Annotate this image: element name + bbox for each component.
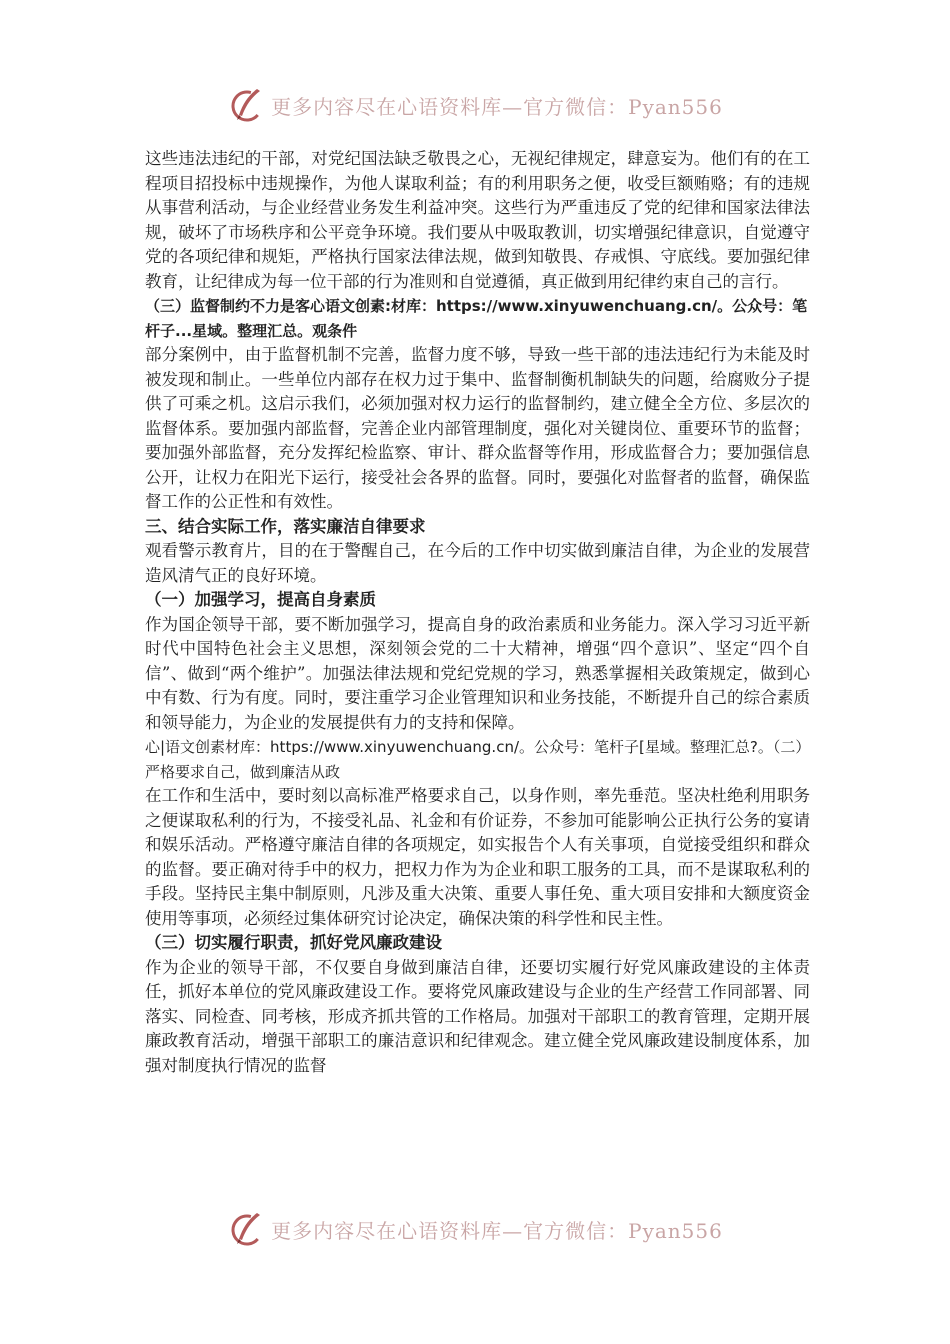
quill-logo-icon [227,1209,267,1249]
paragraph-3: 观看警示教育片，目的在于警醒自己，在今后的工作中切实做到廉洁自律，为企业的发展营造风清气正的良好环境。 [145,541,810,585]
header-banner [0,80,950,130]
document-body [145,147,810,1078]
chapter-heading-three: 三、结合实际工作，落实廉洁自律要求 [145,516,426,536]
paragraph-2: 部分案例中，由于监督机制不完善，监督力度不够，导致一些干部的违法违纪行为未能及时被发现和制止。一些单位内部存在权力过于集中、监督制衡机制缺失的问题，给腐败分子提供了可乘之机。这启示我们，必须加强对权力运行的监督制约，建立健全全方位、多层次的监督体系。要加强内部监督，完善企业内部管理制度，强化对关键岗位、重要环节的监督；要加强外部监督，充分发挥纪检监察、审计、群众监督等作用，形成监督合力；要加强信息公开，让权力在阳光下运行，接受社会各界的监督。同时，要强化对监督者的监督，确保监督工作的公正性和有效性。 [145,345,810,511]
section-heading-self-discipline: 心|语文创素材库：https://www.xinyuwenchuang.cn/。公众号：笔杆子[星域。整理汇总?。（二）严格要求自己，做到廉洁从政 [145,738,803,781]
section-heading-supervision: （三）监督制约不力是客心语文创素:材库：https://www.xinyuwenchuang.cn/。公众号：笔杆子...星域。整理汇总。观条件 [145,297,808,340]
quill-logo-icon [227,85,267,125]
paragraph-5: 在工作和生活中，要时刻以高标准严格要求自己，以身作则，率先垂范。坚决杜绝利用职务之便谋取私利的行为，不接受礼品、礼金和有价证券，不参加可能影响公正执行公务的宴请和娱乐活动。严格遵守廉洁自律的各项规定，如实报告个人有关事项，自觉接受组织和群众的监督。要正确对待手中的权力，把权力作为为企业和职工服务的工具，而不是谋取私利的手段。坚持民主集中制原则，凡涉及重大决策、重要人事任免、重大项目安排和大额度资金使用等事项，必须经过集体研究讨论决定，确保决策的科学性和民主性。 [145,786,810,928]
footer-banner-text: 更多内容尽在心语资料库—官方微信：Pyan556 [271,1218,723,1243]
section-heading-duties: （三）切实履行职责，抓好党风廉政建设 [145,933,442,952]
section-heading-study: （一）加强学习，提高自身素质 [145,590,376,609]
paragraph-6: 作为企业的领导干部，不仅要自身做到廉洁自律，还要切实履行好党风廉政建设的主体责任，抓好本单位的党风廉政建设工作。要将党风廉政建设与企业的生产经营工作同部署、同落实、同检查、同考核，形成齐抓共管的工作格局。加强对干部职工的教育管理，定期开展廉政教育活动，增强干部职工的廉洁意识和纪律观念。建立健全党风廉政建设制度体系，加强对制度执行情况的监督 [145,957,810,1075]
footer-banner [0,1204,950,1254]
paragraph-4: 作为国企领导干部，要不断加强学习，提高自身的政治素质和业务能力。深入学习习近平新时代中国特色社会主义思想，深刻领会党的二十大精神，增强“四个意识”、坚定“四个自信”、做到“两个维护”。加强法律法规和党纪党规的学习，熟悉掌握相关政策规定，做到心中有数、行为有度。同时，要注重学习企业管理知识和业务技能，不断提升自己的综合素质和领导能力，为企业的发展提供有力的支持和保障。 [145,614,810,732]
header-banner-text: 更多内容尽在心语资料库—官方微信：Pyan556 [271,94,723,119]
paragraph-1: 这些违法违纪的干部，对党纪国法缺乏敬畏之心，无视纪律规定，肆意妄为。他们有的在工程项目招投标中违规操作，为他人谋取利益；有的利用职务之便，收受巨额贿赂；有的违规从事营利活动，与企业经营业务发生利益冲突。这些行为严重违反了党的纪律和国家法律法规，破坏了市场秩序和公平竞争环境。我们要从中吸取教训，切实增强纪律意识，自觉遵守党的各项纪律和规矩，严格执行国家法律法规，做到知敬畏、存戒惧、守底线。要加强纪律教育，让纪律成为每一位干部的行为准则和自觉遵循，真正做到用纪律约束自己的言行。 [145,149,810,291]
